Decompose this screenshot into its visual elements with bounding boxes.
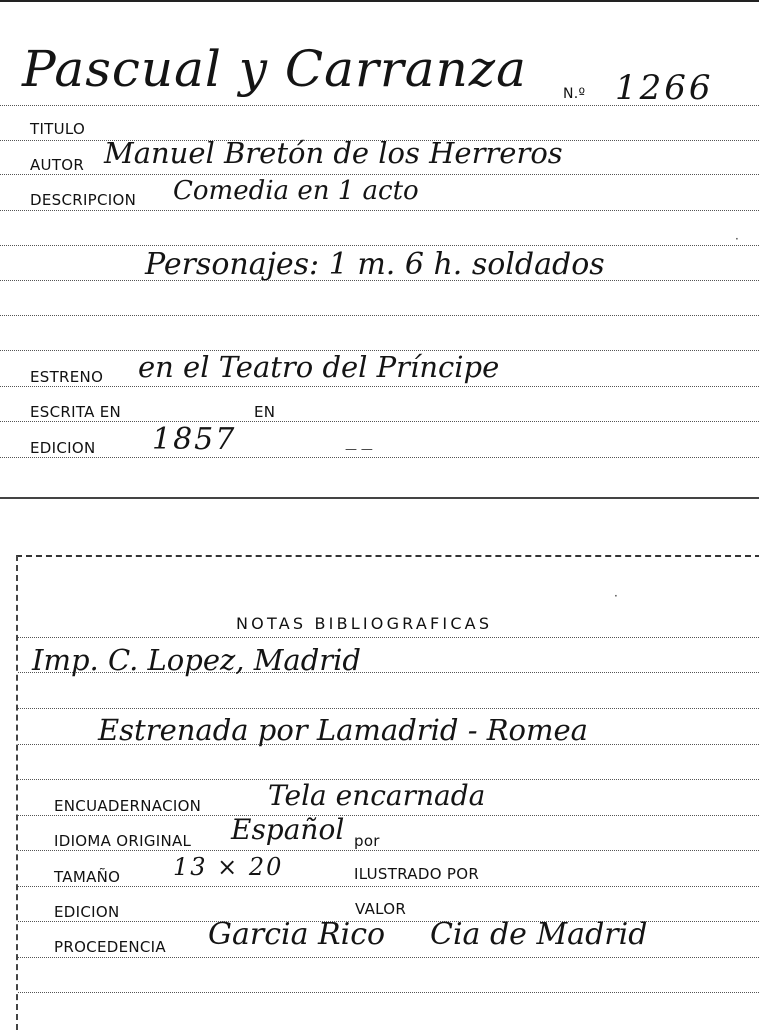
encuadernacion-value: Tela encarnada <box>268 779 486 812</box>
titulo-label: TITULO <box>30 120 86 138</box>
ink-mark: · <box>614 589 618 603</box>
procedencia-label: PROCEDENCIA <box>54 938 166 956</box>
autor-label: AUTOR <box>30 156 85 174</box>
personajes-value: Personajes: 1 m. 6 h. soldados <box>145 247 605 282</box>
ruled-line <box>18 886 759 887</box>
idioma-label: IDIOMA ORIGINAL <box>54 832 192 850</box>
notas-heading: NOTAS BIBLIOGRAFICAS <box>236 614 493 633</box>
estreno-label: ESTRENO <box>30 368 104 386</box>
ruled-line <box>18 992 759 993</box>
edicion-label: EDICION <box>54 903 120 921</box>
card-number: 1266 <box>615 68 714 108</box>
por-label: por <box>354 832 380 850</box>
ilustrado-label: ILUSTRADO POR <box>354 865 480 883</box>
encuadernacion-label: ENCUADERNACION <box>54 797 202 815</box>
ruled-line <box>18 850 759 851</box>
ruled-line <box>0 421 759 422</box>
catalog-card-bottom <box>16 555 759 1030</box>
procedencia-value-2: Cia de Madrid <box>430 917 648 952</box>
catalog-card-top <box>0 0 759 499</box>
ruled-line <box>18 637 759 638</box>
edicion-label: EDICION <box>30 439 96 457</box>
note-line-2: Estrenada por Lamadrid - Romea <box>98 713 588 747</box>
note-line-1: Imp. C. Lopez, Madrid <box>32 643 361 677</box>
tamano-label: TAMAÑO <box>54 868 121 886</box>
ink-mark: · <box>735 232 739 246</box>
descripcion-value: Comedia en 1 acto <box>173 176 419 206</box>
estreno-value: en el Teatro del Príncipe <box>138 350 500 384</box>
en-label: EN <box>254 403 276 421</box>
ruled-line <box>0 386 759 387</box>
ruled-line <box>0 210 759 211</box>
valor-label: VALOR <box>355 900 407 918</box>
ruled-line <box>18 708 759 709</box>
ruled-line <box>0 457 759 458</box>
tamano-value: 13 × 20 <box>173 853 284 881</box>
ruled-line <box>0 245 759 246</box>
descripcion-label: DESCRIPCION <box>30 191 137 209</box>
ruled-line <box>18 957 759 958</box>
ruled-line <box>18 815 759 816</box>
escrita-en-label: ESCRITA EN <box>30 403 122 421</box>
ink-mark: — — <box>345 442 373 456</box>
autor-value: Manuel Bretón de los Herreros <box>104 136 563 170</box>
ruled-line <box>0 174 759 175</box>
ruled-line <box>0 315 759 316</box>
card-title-handwritten: Pascual y Carranza <box>22 40 527 98</box>
idioma-value: Español <box>231 813 345 846</box>
ruled-line <box>18 921 759 922</box>
number-label: N.º <box>563 86 586 102</box>
edicion-value: 1857 <box>152 422 237 457</box>
procedencia-value: Garcia Rico <box>208 917 386 952</box>
